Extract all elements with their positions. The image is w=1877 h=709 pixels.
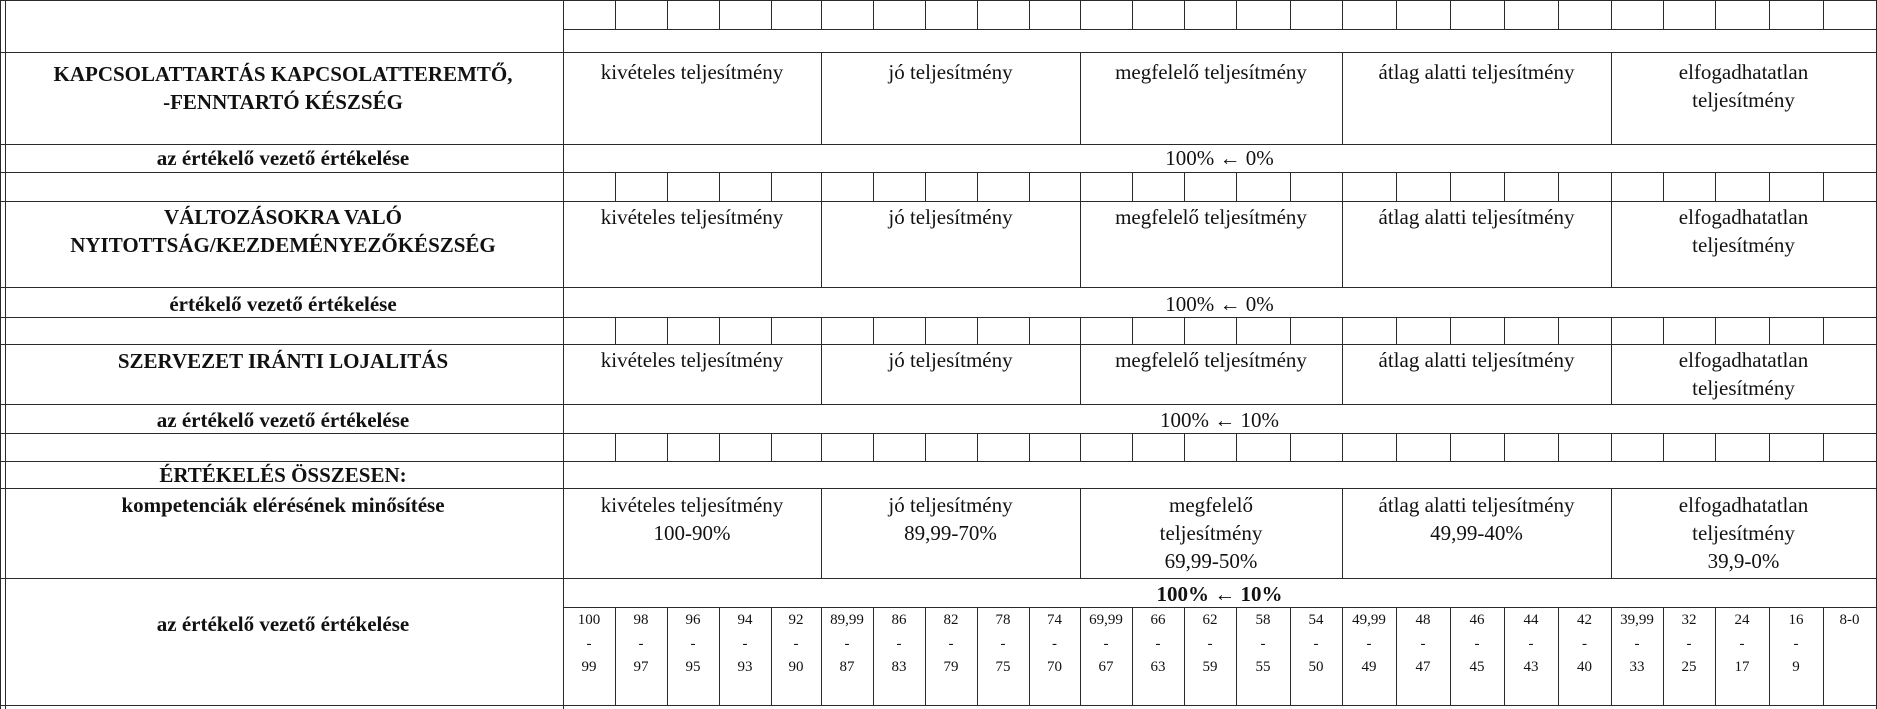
- slot-divider: [667, 0, 668, 29]
- slot-divider: [1080, 317, 1081, 344]
- summary-level-cell: átlag alatti teljesítmény 49,99-40%: [1378, 493, 1575, 545]
- slot-divider: [1450, 317, 1451, 344]
- slot-divider: [977, 172, 978, 201]
- level-cell: jó teljesítmény: [888, 60, 1013, 84]
- score-range-high: 39,99: [1620, 612, 1654, 628]
- section-levels-bottom: [0, 404, 1876, 405]
- score-range-separator: -: [638, 636, 644, 652]
- score-range-low: 25: [1681, 659, 1697, 675]
- slot-divider: [1132, 0, 1133, 29]
- level-cell: kivételes teljesítmény: [600, 348, 784, 372]
- slot-divider: [873, 433, 874, 461]
- slot-divider: [1558, 0, 1559, 29]
- summary-level-cell: jó teljesítmény 89,99-70%: [888, 493, 1013, 545]
- slot-divider: [615, 172, 616, 201]
- score-range-low: 49: [1361, 659, 1377, 675]
- score-range-high: 16: [1788, 612, 1804, 628]
- level-cell: átlag alatti teljesítmény: [1378, 348, 1575, 372]
- slot-divider: [1342, 317, 1343, 344]
- slot-divider: [1823, 433, 1824, 461]
- slot-divider: [1029, 0, 1030, 29]
- slot-divider: [1823, 317, 1824, 344]
- score-range-high: 98: [633, 612, 649, 628]
- level-cell: elfogadhatatlan teljesítmény: [1678, 348, 1809, 400]
- evaluation-label: értékelő vezető értékelése: [169, 292, 397, 316]
- summary-scale: 100% ← 10%: [1156, 582, 1283, 606]
- slot-divider: [1080, 0, 1081, 29]
- evaluation-scale: 100% ← 10%: [1160, 408, 1279, 432]
- level-cell: átlag alatti teljesítmény: [1378, 205, 1575, 229]
- level-cell: jó teljesítmény: [888, 348, 1013, 372]
- score-range-low: 55: [1255, 659, 1271, 675]
- slot-divider: [1290, 317, 1291, 344]
- score-range-separator: -: [1793, 636, 1799, 652]
- score-range-separator: -: [1155, 636, 1161, 652]
- page-bottom-border: [0, 705, 1876, 706]
- slot-divider: [1715, 317, 1716, 344]
- slot-divider: [1236, 172, 1237, 201]
- slot-divider: [1769, 317, 1770, 344]
- slot-divider: [771, 433, 772, 461]
- summary-level-cell: kivételes teljesítmény 100-90%: [600, 493, 784, 545]
- score-range-high: 100: [577, 612, 601, 628]
- slot-divider: [719, 317, 720, 344]
- slot-divider: [1823, 172, 1824, 201]
- score-range-low: 43: [1523, 659, 1539, 675]
- slot-row-top: [563, 317, 1876, 318]
- competency-title: SZERVEZET IRÁNTI LOJALITÁS: [117, 349, 449, 373]
- slot-divider: [977, 0, 978, 29]
- level-cell: kivételes teljesítmény: [600, 60, 784, 84]
- slot-divider: [1132, 172, 1133, 201]
- slot-divider: [1029, 317, 1030, 344]
- slot-divider: [1611, 317, 1612, 344]
- slot-row-bottom: [563, 29, 1876, 30]
- score-range-high: 58: [1255, 612, 1271, 628]
- slot-divider: [1715, 433, 1716, 461]
- score-range-separator: -: [586, 636, 592, 652]
- score-range-low: 45: [1469, 659, 1485, 675]
- score-range-high: 49,99: [1352, 612, 1386, 628]
- section-top-line: [0, 344, 1876, 345]
- slot-divider: [1504, 317, 1505, 344]
- summary-evaluation-label: az értékelő vezető értékelése: [156, 612, 410, 636]
- score-range-separator: -: [896, 636, 902, 652]
- evaluation-scale: 100% ← 0%: [1165, 292, 1274, 316]
- slot-divider: [1184, 433, 1185, 461]
- slot-divider: [1558, 317, 1559, 344]
- score-range-high: 82: [943, 612, 959, 628]
- slot-divider: [1715, 0, 1716, 29]
- level-cell: megfelelő teljesítmény: [1115, 60, 1307, 84]
- score-range-low: 97: [633, 659, 649, 675]
- level-cell: megfelelő teljesítmény: [1115, 205, 1307, 229]
- slot-divider: [1769, 433, 1770, 461]
- slot-divider: [771, 317, 772, 344]
- level-cell: megfelelő teljesítmény: [1115, 348, 1307, 372]
- slot-divider: [1504, 172, 1505, 201]
- score-range-low: 70: [1047, 659, 1062, 675]
- slot-divider: [1504, 433, 1505, 461]
- slot-divider: [1342, 172, 1343, 201]
- slot-divider: [1611, 433, 1612, 461]
- score-range-high: 48: [1415, 612, 1431, 628]
- slot-divider: [1236, 433, 1237, 461]
- score-range-low: 59: [1202, 659, 1218, 675]
- slot-divider: [771, 172, 772, 201]
- slot-divider: [719, 172, 720, 201]
- slot-divider: [1663, 433, 1664, 461]
- score-range-low: 79: [943, 659, 959, 675]
- section-top-line: [0, 52, 1876, 53]
- score-range-separator: -: [1103, 636, 1109, 652]
- slot-divider: [1184, 0, 1185, 29]
- score-range-high: 78: [995, 612, 1011, 628]
- slot-divider: [667, 317, 668, 344]
- slot-divider: [563, 433, 564, 461]
- summary-title: ÉRTÉKELÉS ÖSSZESEN:: [159, 463, 407, 487]
- score-range-separator: -: [948, 636, 954, 652]
- slot-divider: [1342, 433, 1343, 461]
- slot-divider: [1184, 172, 1185, 201]
- slot-row-top: [563, 0, 1876, 1]
- summary-level-cell: elfogadhatatlan teljesítmény 39,9-0%: [1678, 493, 1809, 573]
- level-cell: átlag alatti teljesítmény: [1378, 60, 1575, 84]
- slot-divider: [667, 433, 668, 461]
- page-left-border-inner: [5, 0, 6, 709]
- score-range-separator: -: [1052, 636, 1057, 652]
- slot-divider: [1450, 0, 1451, 29]
- competency-title: VÁLTOZÁSOKRA VALÓ NYITOTTSÁG/KEZDEMÉNYEZŐKÉSZSÉG: [70, 205, 496, 257]
- slot-divider: [615, 317, 616, 344]
- slot-divider: [1558, 433, 1559, 461]
- score-range-high: 46: [1469, 612, 1485, 628]
- score-range-high: 42: [1577, 612, 1592, 628]
- score-range-low: 83: [891, 659, 907, 675]
- level-cell: kivételes teljesítmény: [600, 205, 784, 229]
- score-range-high: 54: [1308, 612, 1324, 628]
- level-cell: jó teljesítmény: [888, 205, 1013, 229]
- score-range-high: 62: [1202, 612, 1218, 628]
- score-range-low: 17: [1734, 659, 1750, 675]
- slot-divider: [1029, 172, 1030, 201]
- slot-divider: [1611, 0, 1612, 29]
- score-range-low: 75: [995, 659, 1011, 675]
- slot-divider: [1450, 433, 1451, 461]
- score-range-high: 74: [1047, 612, 1062, 628]
- evaluation-scale: 100% ← 0%: [1165, 146, 1274, 170]
- score-range-high: 96: [685, 612, 701, 628]
- score-range-high: 66: [1150, 612, 1166, 628]
- score-range-high: 8-0: [1839, 612, 1860, 628]
- slot-divider: [821, 0, 822, 29]
- slot-divider: [563, 317, 564, 344]
- score-range-low: 63: [1150, 659, 1166, 675]
- slot-divider: [1236, 0, 1237, 29]
- slot-row-top: [563, 433, 1876, 434]
- slot-divider: [1396, 433, 1397, 461]
- slot-row-top: [563, 172, 1876, 173]
- score-range-high: 89,99: [830, 612, 864, 628]
- slot-divider: [977, 317, 978, 344]
- summary-levels-bottom: [0, 578, 1876, 579]
- evaluation-label: az értékelő vezető értékelése: [156, 408, 410, 432]
- slot-divider: [1823, 0, 1824, 29]
- slot-divider: [873, 0, 874, 29]
- score-range-separator: -: [1000, 636, 1006, 652]
- score-range-low: 9: [1792, 659, 1800, 675]
- score-range-separator: -: [742, 636, 748, 652]
- score-range-separator: -: [1474, 636, 1480, 652]
- slot-divider: [1080, 433, 1081, 461]
- score-range-separator: -: [844, 636, 850, 652]
- score-range-high: 86: [891, 612, 907, 628]
- slot-divider: [821, 317, 822, 344]
- score-range-low: 33: [1629, 659, 1645, 675]
- slot-divider: [1450, 172, 1451, 201]
- section-top-line: [0, 201, 1876, 202]
- slot-divider: [771, 0, 772, 29]
- score-range-low: 99: [581, 659, 597, 675]
- slot-divider: [719, 433, 720, 461]
- slot-divider: [821, 433, 822, 461]
- slot-divider: [1184, 317, 1185, 344]
- slot-divider: [1080, 172, 1081, 201]
- slot-divider: [615, 433, 616, 461]
- slot-divider: [977, 433, 978, 461]
- slot-divider: [1769, 172, 1770, 201]
- score-range-high: 44: [1523, 612, 1539, 628]
- slot-divider: [925, 0, 926, 29]
- slot-divider: [1663, 317, 1664, 344]
- slot-divider: [1663, 0, 1664, 29]
- score-range-separator: -: [1207, 636, 1213, 652]
- score-range-low: 40: [1577, 659, 1592, 675]
- score-range-separator: -: [1634, 636, 1640, 652]
- slot-divider: [563, 0, 564, 29]
- slot-divider: [1342, 0, 1343, 29]
- slot-divider: [1290, 433, 1291, 461]
- score-range-high: 32: [1681, 612, 1697, 628]
- slot-divider: [1396, 172, 1397, 201]
- score-range-separator: -: [1528, 636, 1534, 652]
- slot-divider: [1611, 172, 1612, 201]
- slot-divider: [1290, 0, 1291, 29]
- slot-divider: [821, 172, 822, 201]
- slot-divider: [1769, 0, 1770, 29]
- slot-divider: [1132, 433, 1133, 461]
- score-range-separator: -: [1686, 636, 1692, 652]
- page-left-border: [0, 0, 1, 709]
- score-range-low: 50: [1308, 659, 1324, 675]
- summary-subtitle: kompetenciák elérésének minősítése: [121, 493, 445, 517]
- slot-divider: [925, 172, 926, 201]
- score-range-low: 87: [839, 659, 855, 675]
- slot-divider: [873, 317, 874, 344]
- score-range-separator: -: [1420, 636, 1426, 652]
- slot-divider: [1290, 172, 1291, 201]
- score-range-separator: -: [1582, 636, 1587, 652]
- level-cell: elfogadhatatlan teljesítmény: [1678, 60, 1809, 112]
- slot-divider: [667, 172, 668, 201]
- slot-divider: [1715, 172, 1716, 201]
- slot-divider: [1504, 0, 1505, 29]
- slot-divider: [1663, 172, 1664, 201]
- score-range-low: 67: [1098, 659, 1114, 675]
- slot-divider: [925, 433, 926, 461]
- evaluation-label: az értékelő vezető értékelése: [156, 146, 410, 170]
- score-range-low: 47: [1415, 659, 1431, 675]
- score-range-separator: -: [793, 636, 799, 652]
- score-range-separator: -: [1739, 636, 1745, 652]
- slot-divider: [563, 172, 564, 201]
- score-range-high: 69,99: [1089, 612, 1123, 628]
- slot-divider: [1236, 317, 1237, 344]
- slot-divider: [1029, 433, 1030, 461]
- level-cell: elfogadhatatlan teljesítmény: [1678, 205, 1809, 257]
- score-range-high: 24: [1734, 612, 1750, 628]
- score-range-high: 94: [737, 612, 753, 628]
- score-row-top: [563, 607, 1876, 608]
- score-range-low: 93: [737, 659, 753, 675]
- slot-divider: [873, 172, 874, 201]
- score-range-high: 92: [788, 612, 804, 628]
- section-levels-bottom: [0, 287, 1876, 288]
- slot-divider: [1132, 317, 1133, 344]
- competency-title: KAPCSOLATTARTÁS KAPCSOLATTEREMTŐ, -FENNTARTÓ KÉSZSÉG: [53, 62, 513, 114]
- score-range-low: 90: [788, 659, 804, 675]
- slot-divider: [1558, 172, 1559, 201]
- score-range-separator: -: [1313, 636, 1319, 652]
- slot-divider: [925, 317, 926, 344]
- score-range-separator: -: [1366, 636, 1372, 652]
- score-range-separator: -: [690, 636, 696, 652]
- slot-divider: [1396, 0, 1397, 29]
- score-range-separator: -: [1260, 636, 1266, 652]
- slot-divider: [719, 0, 720, 29]
- summary-level-cell: megfelelő teljesítmény 69,99-50%: [1159, 493, 1263, 573]
- slot-divider: [1396, 317, 1397, 344]
- slot-divider: [615, 0, 616, 29]
- score-range-low: 95: [685, 659, 701, 675]
